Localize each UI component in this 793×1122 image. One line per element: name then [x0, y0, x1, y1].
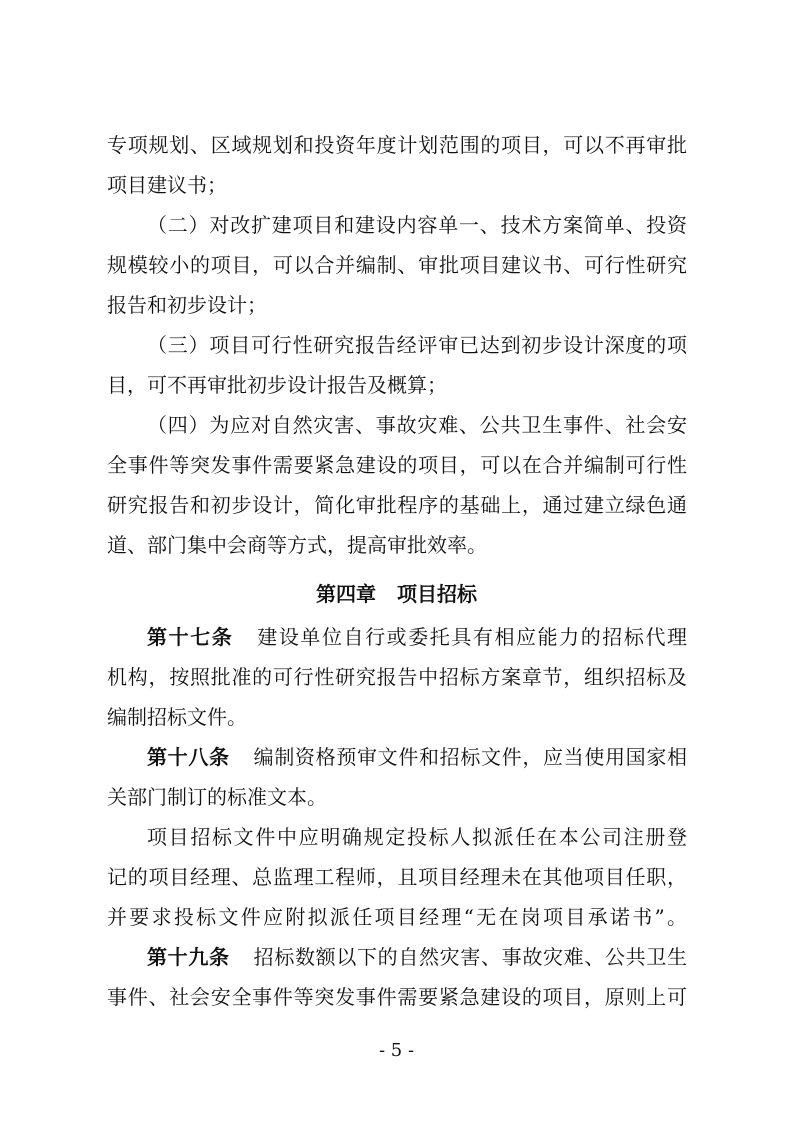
paragraph-line: 记的项目经理、总监理工程师，且项目经理未在其他项目任职，: [107, 865, 687, 889]
paragraph-line: 报告和初步设计；: [107, 293, 267, 317]
article-title: 第十九条: [147, 945, 230, 969]
paragraph-line: 项目建议书；: [107, 173, 227, 197]
article-text: 建设单位自行或委托具有相应能力的招标代理: [257, 625, 688, 649]
paragraph-line: 项目招标文件中应明确规定投标人拟派任在本公司注册登: [147, 825, 687, 849]
paragraph-line: 专项规划、区域规划和投资年度计划范围的项目，可以不再审批: [107, 133, 687, 157]
paragraph-line: 关部门制订的标准文本。: [107, 785, 327, 809]
article-text: 编制资格预审文件和招标文件，应当使用国家相: [253, 745, 688, 769]
paragraph-line: 规模较小的项目，可以合并编制、审批项目建议书、可行性研究: [107, 253, 687, 277]
page-number: - 5 -: [378, 1040, 415, 1061]
article-title: 第十七条: [147, 625, 234, 649]
paragraph-line: （四）为应对自然灾害、事故灾难、公共卫生事件、社会安: [147, 413, 687, 437]
paragraph-line: （三）项目可行性研究报告经评审已达到初步设计深度的项: [147, 333, 687, 357]
article-19-first-line: [147, 943, 687, 971]
paragraph-line: 事件、社会安全事件等突发事件需要紧急建设的项目，原则上可: [107, 985, 687, 1009]
paragraph-line: 并要求投标文件应附拟派任项目经理“无在岗项目承诺书”。: [107, 905, 687, 929]
paragraph-line: 研究报告和初步设计，简化审批程序的基础上，通过建立绿色通: [107, 493, 687, 517]
paragraph-line: （二）对改扩建项目和建设内容单一、技术方案简单、投资: [147, 213, 687, 237]
paragraph-line: 目，可不再审批初步设计报告及概算；: [107, 373, 447, 397]
paragraph-line: 全事件等突发事件需要紧急建设的项目，可以在合并编制可行性: [107, 453, 687, 477]
paragraph-line: 道、部门集中会商等方式，提高审批效率。: [107, 533, 487, 557]
chapter-heading: 第四章 项目招标: [316, 582, 477, 606]
article-text: 招标数额以下的自然灾害、事故灾难、公共卫生: [253, 945, 688, 969]
paragraph-line: 机构，按照批准的可行性研究报告中招标方案章节，组织招标及: [107, 665, 687, 689]
article-title: 第十八条: [147, 745, 230, 769]
article-17-first-line: [147, 623, 687, 651]
article-18-first-line: [147, 743, 687, 771]
paragraph-line: 编制招标文件。: [107, 705, 247, 729]
